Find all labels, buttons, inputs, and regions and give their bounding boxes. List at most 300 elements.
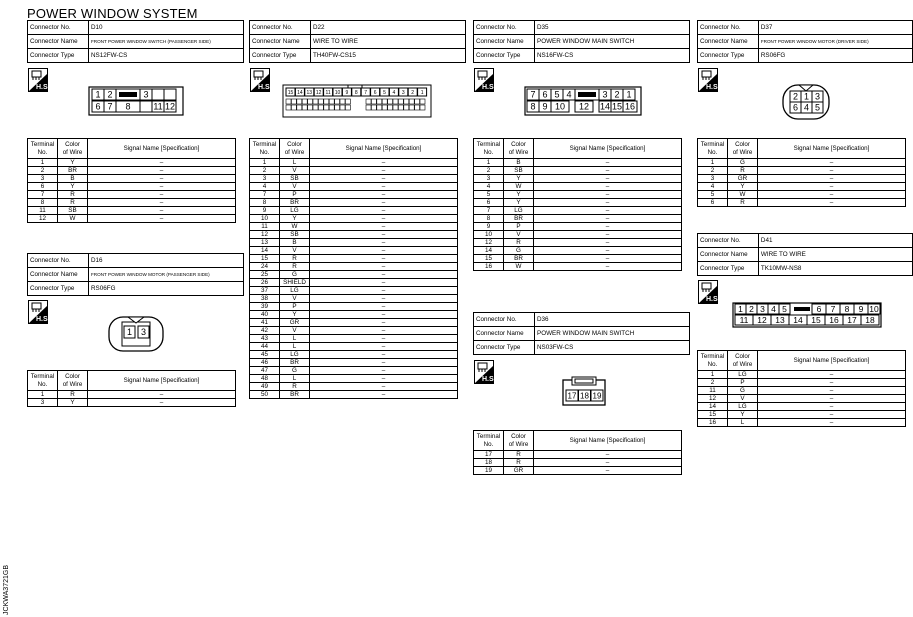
wire-color-cell: B (58, 175, 88, 183)
terminal-no-header: Terminal No. (28, 371, 58, 391)
terminal-no-cell: 6 (698, 199, 728, 207)
signal-name-cell: – (88, 191, 236, 199)
terminal-no-cell: 7 (28, 191, 58, 199)
terminal-no-cell: 4 (250, 183, 280, 191)
table-row (698, 167, 906, 175)
table-row (250, 255, 458, 263)
pin-label: 3 (143, 89, 149, 100)
connector-type-value: NS03FW-CS (535, 341, 690, 355)
table-row (474, 467, 682, 475)
wire-color-cell: SB (280, 231, 310, 239)
terminal-no-cell: 19 (474, 467, 504, 475)
hs-label: H.S. (706, 84, 720, 91)
label-connector-type: Connector Type (474, 341, 535, 355)
wire-color-cell: LG (728, 371, 758, 379)
connector-no-value: D36 (535, 313, 690, 327)
table-row (250, 327, 458, 335)
table-row (250, 319, 458, 327)
signal-name-cell: – (88, 207, 236, 215)
wire-color-cell: LG (504, 207, 534, 215)
terminal-no-cell: 1 (698, 159, 728, 167)
signal-name-header: Signal Name [Specification] (88, 371, 236, 391)
connector-no-value: D22 (311, 21, 466, 35)
hs-label: H.S. (36, 84, 50, 91)
connector-name-value: POWER WINDOW MAIN SWITCH (535, 327, 690, 341)
signal-name-header: Signal Name [Specification] (88, 139, 236, 159)
terminal-no-cell: 18 (474, 459, 504, 467)
signal-name-header: Signal Name [Specification] (758, 139, 906, 159)
signal-name-cell: – (534, 451, 682, 459)
pin-label: 6 (95, 101, 101, 112)
signal-name-cell: – (310, 239, 458, 247)
label-connector-no: Connector No. (474, 21, 535, 35)
connector-d22-header (249, 20, 466, 63)
connector-type-value: NS12FW-CS (89, 49, 244, 63)
signal-name-cell: – (88, 199, 236, 207)
pin-label: 11 (153, 101, 163, 112)
label-connector-name: Connector Name (28, 268, 89, 282)
label-connector-type: Connector Type (250, 49, 311, 63)
pin-label: 2 (792, 91, 799, 102)
wire-color-cell: G (728, 387, 758, 395)
signal-name-cell: – (534, 263, 682, 271)
wire-color-cell: R (58, 191, 88, 199)
pin-label: 10 (869, 304, 879, 315)
connector-d37-header (697, 20, 913, 63)
table-row (250, 279, 458, 287)
terminal-no-cell: 3 (474, 175, 504, 183)
connector-type-value: TH40FW-CS15 (311, 49, 466, 63)
table-row (474, 167, 682, 175)
label-connector-type: Connector Type (698, 49, 759, 63)
table-row (250, 359, 458, 367)
pin-label: 3 (602, 89, 608, 100)
signal-name-cell: – (534, 231, 682, 239)
pin-label: 1 (126, 327, 133, 338)
table-row (28, 183, 236, 191)
wire-color-cell: L (280, 159, 310, 167)
color-of-wire-header: Color of Wire (728, 351, 758, 371)
table-row (250, 383, 458, 391)
pin-label: 2 (107, 89, 113, 100)
hs-icon (698, 280, 718, 304)
wire-color-cell: GR (504, 467, 534, 475)
terminal-no-header: Terminal No. (698, 139, 728, 159)
terminal-no-cell: 49 (250, 383, 280, 391)
pin-label: 12 (578, 101, 590, 112)
terminal-no-cell: 26 (250, 279, 280, 287)
terminal-no-cell: 7 (250, 191, 280, 199)
wire-color-cell: L (280, 335, 310, 343)
pin-label: 9 (858, 304, 864, 315)
terminal-no-cell: 37 (250, 287, 280, 295)
wire-color-cell: GR (280, 319, 310, 327)
wire-color-cell: G (280, 367, 310, 375)
label-connector-type: Connector Type (28, 282, 89, 296)
signal-name-cell: – (534, 207, 682, 215)
signal-name-cell: – (310, 159, 458, 167)
pin-label: 7 (364, 89, 368, 96)
hs-icon (474, 360, 494, 384)
color-of-wire-header: Color of Wire (58, 371, 88, 391)
pin-label: 18 (865, 315, 875, 326)
hs-icon (474, 68, 494, 92)
signal-name-cell: – (88, 215, 236, 223)
terminal-no-cell: 38 (250, 295, 280, 303)
terminal-no-cell: 47 (250, 367, 280, 375)
table-row (250, 351, 458, 359)
table-header-row (28, 371, 236, 391)
wire-color-cell: SB (280, 175, 310, 183)
pin-label: 14 (793, 315, 803, 326)
connector-name-value: WIRE TO WIRE (758, 248, 912, 262)
terminal-no-cell: 2 (28, 167, 58, 175)
wire-color-cell: W (58, 215, 88, 223)
hs-icon (250, 68, 270, 92)
terminal-no-cell: 50 (250, 391, 280, 399)
terminal-no-cell: 3 (698, 175, 728, 183)
signal-name-cell: – (534, 223, 682, 231)
table-row (250, 183, 458, 191)
signal-name-cell: – (310, 231, 458, 239)
pin-label: 2 (749, 304, 754, 315)
signal-name-cell: – (88, 399, 236, 407)
pin-label: 16 (624, 101, 636, 112)
signal-name-cell: – (310, 207, 458, 215)
table-row (250, 231, 458, 239)
signal-name-header: Signal Name [Specification] (310, 139, 458, 159)
signal-name-cell: – (310, 335, 458, 343)
wire-color-cell: BR (58, 167, 88, 175)
connector-name-value: FRONT POWER WINDOW MOTOR (DRIVER SIDE) (758, 35, 912, 49)
pin-label: 10 (334, 89, 341, 96)
pin-label: 9 (345, 89, 349, 96)
pin-label: 3 (814, 91, 821, 102)
pin-label: 14 (297, 89, 303, 96)
connector-type-value: NS16FW-CS (535, 49, 690, 63)
table-row (474, 215, 682, 223)
pin-label: 12 (315, 89, 322, 96)
color-of-wire-header: Color of Wire (504, 431, 534, 451)
connector-name-value: WIRE TO WIRE (311, 35, 466, 49)
pin-label: 6 (792, 102, 799, 113)
pin-label: 8 (354, 89, 358, 96)
connector-name-value: FRONT POWER WINDOW MOTOR (PASSENGER SIDE) (89, 268, 244, 282)
pin-label: 11 (325, 89, 331, 96)
terminal-no-cell: 43 (250, 335, 280, 343)
signal-name-cell: – (310, 255, 458, 263)
pin-label: 17 (567, 391, 577, 401)
signal-name-cell: – (758, 371, 906, 379)
signal-name-cell: – (310, 175, 458, 183)
table-row (250, 263, 458, 271)
label-connector-no: Connector No. (474, 313, 535, 327)
terminal-no-cell: 11 (28, 207, 58, 215)
signal-name-cell: – (534, 191, 682, 199)
table-row (474, 223, 682, 231)
wire-color-cell: Y (728, 411, 758, 419)
table-row (28, 207, 236, 215)
wire-color-cell: W (280, 223, 310, 231)
table-row (698, 199, 906, 207)
hs-label: H.S. (482, 376, 496, 383)
signal-name-header: Signal Name [Specification] (534, 139, 682, 159)
terminal-no-cell: 39 (250, 303, 280, 311)
terminal-no-cell: 10 (474, 231, 504, 239)
table-row (28, 215, 236, 223)
terminal-no-cell: 9 (474, 223, 504, 231)
table-row (28, 391, 236, 399)
wire-color-cell: LG (280, 351, 310, 359)
wire-color-cell: G (728, 159, 758, 167)
pin-label: 8 (844, 304, 850, 315)
table-row (250, 175, 458, 183)
terminal-no-header: Terminal No. (474, 139, 504, 159)
table-row (250, 335, 458, 343)
wire-color-cell: LG (280, 287, 310, 295)
table-row (474, 183, 682, 191)
table-row (250, 159, 458, 167)
terminal-no-cell: 24 (250, 263, 280, 271)
wire-color-cell: R (504, 459, 534, 467)
table-row (250, 215, 458, 223)
signal-name-cell: – (310, 311, 458, 319)
wire-color-cell: R (280, 263, 310, 271)
wire-color-cell: R (728, 167, 758, 175)
pin-label: 16 (829, 315, 839, 326)
terminal-no-cell: 11 (250, 223, 280, 231)
connector-d41-header (697, 233, 913, 276)
terminal-no-cell: 16 (474, 263, 504, 271)
terminal-no-cell: 44 (250, 343, 280, 351)
terminal-no-cell: 12 (250, 231, 280, 239)
wire-color-cell: Y (504, 191, 534, 199)
connector-type-value: TK10MW-NS8 (758, 262, 912, 276)
connector-d35-terminal-table (473, 138, 682, 271)
label-connector-no: Connector No. (698, 234, 759, 248)
pin-label: 17 (847, 315, 857, 326)
wire-color-cell: V (728, 395, 758, 403)
table-header-row (698, 351, 906, 371)
signal-name-cell: – (88, 159, 236, 167)
wire-color-cell: LG (728, 403, 758, 411)
figure-code: JCKWA3721GB (3, 565, 10, 615)
signal-name-cell: – (534, 459, 682, 467)
wire-color-cell: L (280, 343, 310, 351)
page-title: POWER WINDOW SYSTEM (27, 6, 198, 21)
table-row (698, 371, 906, 379)
hs-label: H.S. (258, 84, 272, 91)
pin-label: 2 (411, 89, 415, 96)
wire-color-cell: G (504, 247, 534, 255)
terminal-no-cell: 3 (28, 399, 58, 407)
table-header-row (474, 431, 682, 451)
terminal-no-cell: 6 (474, 199, 504, 207)
table-header-row (28, 139, 236, 159)
table-row (250, 287, 458, 295)
signal-name-cell: – (310, 223, 458, 231)
pin-label: 7 (530, 89, 536, 100)
table-row (698, 403, 906, 411)
terminal-no-cell: 14 (698, 403, 728, 411)
connector-d37-terminal-table (697, 138, 906, 207)
signal-name-cell: – (310, 279, 458, 287)
terminal-no-cell: 16 (698, 419, 728, 427)
pin-label: 6 (542, 89, 548, 100)
table-header-row (698, 139, 906, 159)
pin-label: 4 (392, 89, 396, 96)
wire-color-cell: BR (280, 391, 310, 399)
signal-name-cell: – (758, 387, 906, 395)
label-connector-no: Connector No. (250, 21, 311, 35)
table-row (250, 191, 458, 199)
table-row (250, 343, 458, 351)
color-of-wire-header: Color of Wire (280, 139, 310, 159)
pin-label: 5 (554, 89, 560, 100)
table-row (250, 199, 458, 207)
pin-label: 1 (626, 89, 632, 100)
terminal-no-cell: 40 (250, 311, 280, 319)
signal-name-cell: – (310, 343, 458, 351)
wire-color-cell: Y (58, 159, 88, 167)
table-row (28, 167, 236, 175)
label-connector-name: Connector Name (698, 35, 759, 49)
pin-label: 15 (287, 89, 294, 96)
wire-color-cell: SHIELD (280, 279, 310, 287)
terminal-no-cell: 48 (250, 375, 280, 383)
table-row (250, 271, 458, 279)
signal-name-cell: – (534, 175, 682, 183)
terminal-no-header: Terminal No. (474, 431, 504, 451)
pin-label: 1 (803, 91, 810, 102)
wire-color-cell: Y (280, 215, 310, 223)
label-connector-no: Connector No. (28, 254, 89, 268)
connector-name-value: FRONT POWER WINDOW SWITCH (PASSENGER SIDE) (89, 35, 244, 49)
pin-label: 4 (566, 89, 572, 100)
terminal-no-cell: 9 (250, 207, 280, 215)
table-row (28, 175, 236, 183)
table-row (474, 247, 682, 255)
connector-type-value: RS06FG (89, 282, 244, 296)
connector-d35-face (524, 86, 642, 121)
terminal-no-cell: 5 (698, 191, 728, 199)
terminal-no-cell: 13 (250, 239, 280, 247)
wire-color-cell: R (280, 383, 310, 391)
table-row (250, 239, 458, 247)
terminal-no-cell: 1 (250, 159, 280, 167)
label-connector-name: Connector Name (250, 35, 311, 49)
connector-d36-header (473, 312, 690, 355)
signal-name-cell: – (758, 183, 906, 191)
signal-name-cell: – (310, 367, 458, 375)
wire-color-cell: W (504, 263, 534, 271)
pin-label: 18 (580, 391, 589, 401)
table-row (474, 239, 682, 247)
terminal-no-cell: 4 (474, 183, 504, 191)
terminal-no-cell: 14 (474, 247, 504, 255)
wire-color-cell: R (504, 451, 534, 459)
terminal-no-cell: 2 (698, 167, 728, 175)
wire-color-cell: L (728, 419, 758, 427)
terminal-no-cell: 12 (474, 239, 504, 247)
pin-label: 13 (775, 315, 785, 326)
signal-name-cell: – (310, 271, 458, 279)
signal-name-cell: – (758, 395, 906, 403)
signal-name-cell: – (310, 263, 458, 271)
signal-name-cell: – (310, 351, 458, 359)
signal-name-cell: – (310, 183, 458, 191)
connector-d22-terminal-table (249, 138, 458, 399)
signal-name-cell: – (310, 167, 458, 175)
signal-name-header: Signal Name [Specification] (758, 351, 906, 371)
table-header-row (250, 139, 458, 159)
signal-name-cell: – (534, 247, 682, 255)
signal-name-header: Signal Name [Specification] (534, 431, 682, 451)
terminal-no-cell: 2 (250, 167, 280, 175)
pin-label: 4 (803, 102, 810, 113)
terminal-no-cell: 1 (698, 371, 728, 379)
signal-name-cell: – (534, 467, 682, 475)
wire-color-cell: V (280, 295, 310, 303)
label-connector-name: Connector Name (698, 248, 759, 262)
pin-label: 5 (782, 304, 787, 315)
table-row (698, 387, 906, 395)
wire-color-cell: P (280, 191, 310, 199)
label-connector-type: Connector Type (698, 262, 759, 276)
pin-label: 19 (592, 391, 602, 401)
wire-color-cell: R (58, 391, 88, 399)
terminal-no-cell: 45 (250, 351, 280, 359)
pin-label: 9 (542, 101, 548, 112)
table-row (28, 199, 236, 207)
connector-d41-face (732, 302, 882, 333)
hs-label: H.S. (36, 316, 50, 323)
terminal-no-cell: 1 (28, 159, 58, 167)
pin-label: 4 (771, 304, 776, 315)
wire-color-cell: R (280, 255, 310, 263)
wire-color-cell: P (280, 303, 310, 311)
terminal-no-cell: 41 (250, 319, 280, 327)
wire-color-cell: BR (280, 199, 310, 207)
table-row (474, 207, 682, 215)
wire-color-cell: BR (504, 215, 534, 223)
color-of-wire-header: Color of Wire (504, 139, 534, 159)
wire-color-cell: V (504, 231, 534, 239)
signal-name-cell: – (310, 383, 458, 391)
wire-color-cell: R (58, 199, 88, 207)
connector-no-value: D16 (89, 254, 244, 268)
terminal-no-cell: 15 (250, 255, 280, 263)
signal-name-cell: – (88, 175, 236, 183)
terminal-no-cell: 2 (474, 167, 504, 175)
pin-label: 15 (811, 315, 821, 326)
signal-name-cell: – (310, 199, 458, 207)
wire-color-cell: R (504, 239, 534, 247)
terminal-no-cell: 2 (698, 379, 728, 387)
terminal-no-cell: 3 (28, 175, 58, 183)
signal-name-cell: – (534, 215, 682, 223)
pin-label: 10 (554, 101, 566, 112)
terminal-no-cell: 25 (250, 271, 280, 279)
pin-label: 5 (814, 102, 821, 113)
table-row (28, 159, 236, 167)
connector-d37-face (782, 81, 830, 126)
table-row (474, 459, 682, 467)
pin-label: 11 (739, 315, 749, 326)
wire-color-cell: Y (504, 175, 534, 183)
signal-name-cell: – (88, 391, 236, 399)
signal-name-cell: – (758, 379, 906, 387)
